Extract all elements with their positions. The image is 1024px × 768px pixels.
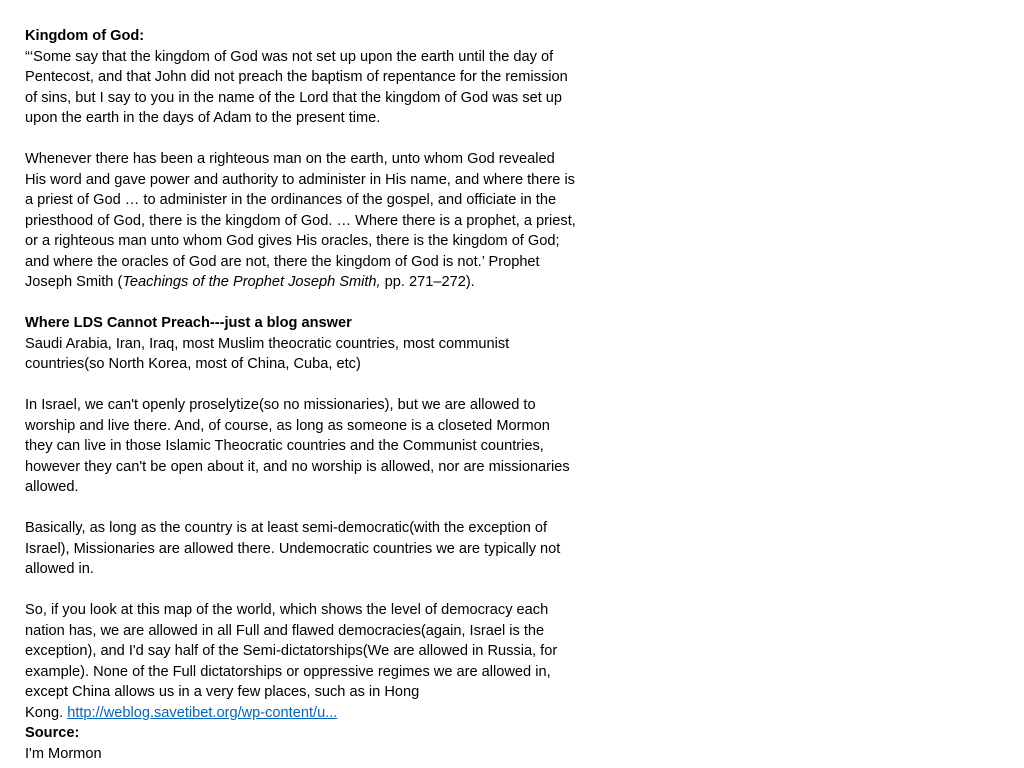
body-line: allowed in. [25, 561, 94, 577]
spacer [25, 129, 625, 150]
quote-line: priesthood of God, there is the kingdom of God. … Where there is a prophet, a priest, [25, 212, 576, 229]
body-line: example). None of the Full dictatorships or oppressive regimes we are allowed in, [25, 663, 551, 680]
citation-book-title: Teachings of the Prophet Joseph Smith, [122, 274, 381, 290]
spacer [25, 580, 625, 601]
body-line: So, if you look at this map of the world, which shows the level of democracy each [25, 602, 549, 618]
kingdom-heading: Kingdom of God: [25, 28, 145, 44]
quote-line: “‘Some say that the kingdom of God was not set up upon the earth until the day of [25, 48, 554, 65]
quote-line: or a righteous man unto whom God gives His oracles, there is the kingdom of God; [25, 233, 560, 249]
body-line: exception), and I'd say half of the Semi-dictatorships(We are allowed in Russia, for [25, 643, 558, 659]
body-line: they can live in those Islamic Theocratic countries and the Communist countries, [25, 438, 544, 454]
source-link[interactable]: http://weblog.savetibet.org/wp-content/u... [67, 704, 338, 721]
link-line [25, 703, 625, 724]
body-line: nation has, we are allowed in all Full and flawed democracies(again, Israel is the [25, 622, 545, 639]
spacer [25, 375, 625, 396]
quote-line: and where the oracles of God are not, there the kingdom of God is not.’ Prophet [25, 253, 540, 270]
quote-line: of sins, but I say to you in the name of the Lord that the kingdom of God was set up [25, 89, 563, 106]
link-prefix: Kong. [25, 704, 68, 721]
body-line: In Israel, we can't openly proselytize(so no missionaries), but we are allowed to [25, 397, 536, 413]
source-label: Source: [25, 725, 80, 741]
quote-line: a priest of God … to administer in the ordinances of the gospel, and officiate in the [25, 192, 557, 208]
quote-line: Pentecost, and that John did not preach the baptism of repentance for the remission [25, 69, 568, 85]
citation-pages: pp. 271–272). [380, 274, 475, 290]
quote-line: upon the earth in the days of Adam to the present time. [25, 110, 381, 126]
body-line: Saudi Arabia, Iran, Iraq, most Muslim theocratic countries, most communist [25, 335, 510, 352]
body-line: Basically, as long as the country is at least semi-democratic(with the exception of [25, 520, 548, 536]
source-value: I'm Mormon [25, 745, 102, 762]
body-line: allowed. [25, 479, 79, 495]
body-line: Israel), Missionaries are allowed there. Undemocratic countries we are typically not [25, 540, 561, 557]
body-line: worship and live there. And, of course, as long as someone is a closeted Mormon [25, 417, 550, 434]
lds-heading: Where LDS Cannot Preach---just a blog answer [25, 315, 352, 331]
citation-line [25, 272, 625, 293]
body-line: however they can't be open about it, and no worship is allowed, nor are missionaries [25, 458, 570, 475]
quote-line: Whenever there has been a righteous man on the earth, unto whom God revealed [25, 151, 555, 167]
text-body [25, 26, 625, 764]
body-line: except China allows us in a very few places, such as in Hong [25, 684, 420, 700]
spacer [25, 498, 625, 519]
quote-line: His word and gave power and authority to administer in His name, and where there is [25, 171, 575, 188]
spacer [25, 293, 625, 314]
body-line: countries(so North Korea, most of China, Cuba, etc) [25, 356, 361, 372]
citation-prefix: Joseph Smith ( [25, 274, 123, 290]
